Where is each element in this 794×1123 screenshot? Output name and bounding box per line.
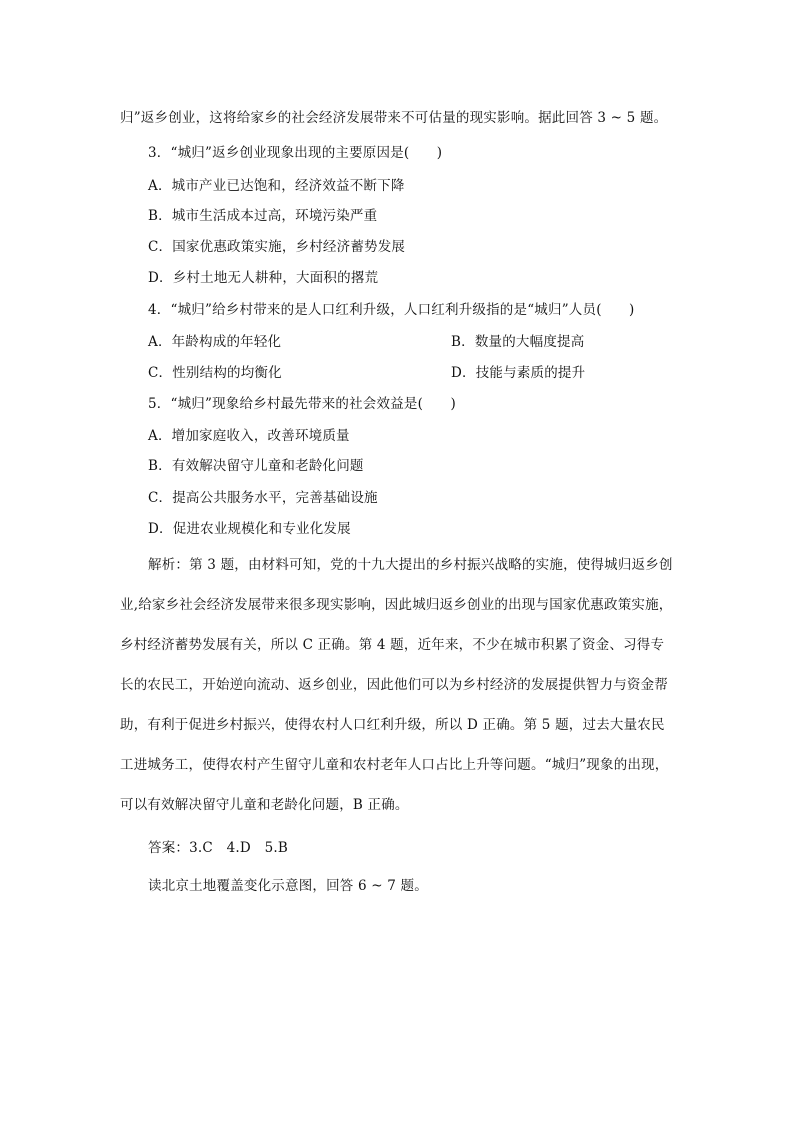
question-5-option-a: A．增加家庭收入，改善环境质量	[148, 428, 350, 444]
question-3-option-a: A．城市产业已达饱和，经济效益不断下降	[148, 178, 405, 194]
question-5-option-b: B．有效解决留守儿童和老龄化问题	[148, 458, 364, 474]
question-3-option-c: C．国家优惠政策实施，乡村经济蓄势发展	[148, 239, 406, 255]
question-3-stem: 3．“城归”返乡创业现象出现的主要原因是( )	[148, 145, 443, 161]
question-5-option-c: C．提高公共服务水平，完善基础设施	[148, 490, 378, 506]
question-5-option-d: D．促进农业规模化和专业化发展	[148, 521, 351, 537]
intro-tail-text: 归”返乡创业，这将给家乡的社会经济发展带来不可估量的现实影响。据此回答 3 ~ 5 题。	[120, 110, 668, 126]
analysis-line: 助，有利于促进乡村振兴，使得农村人口红利升级，所以 D 正确。第 5 题，过去大量农民	[120, 717, 665, 733]
next-section-intro: 读北京土地覆盖变化示意图，回答 6 ~ 7 题。	[148, 878, 428, 894]
question-5-stem: 5．“城归”现象给乡村最先带来的社会效益是( )	[148, 396, 456, 412]
analysis-line: 解析：第 3 题，由材料可知，党的十九大提出的乡村振兴战略的实施，使得城归返乡创	[148, 557, 673, 573]
question-4-stem: 4．“城归”给乡村带来的是人口红利升级，人口红利升级指的是“城归”人员( )	[148, 302, 635, 318]
analysis-line: 乡村经济蓄势发展有关，所以 C 正确。第 4 题，近年来，不少在城市积累了资金、习得专	[120, 637, 665, 653]
analysis-line: 业,给家乡社会经济发展带来很多现实影响，因此城归返乡创业的出现与国家优惠政策实施，	[120, 597, 673, 613]
question-4-option-b: B．数量的大幅度提高	[451, 334, 585, 350]
analysis-line: 可以有效解决留守儿童和老龄化问题，B 正确。	[120, 797, 409, 813]
answer-text: 答案：3.C 4.D 5.B	[148, 840, 289, 856]
question-3-option-b: B．城市生活成本过高，环境污染严重	[148, 208, 378, 224]
question-4-option-d: D．技能与素质的提升	[451, 365, 586, 381]
analysis-line: 长的农民工，开始逆向流动、返乡创业，因此他们可以为乡村经济的发展提供智力与资金帮	[120, 677, 668, 693]
question-3-option-d: D．乡村土地无人耕种，大面积的撂荒	[148, 270, 379, 286]
question-4-option-c: C．性别结构的均衡化	[148, 365, 282, 381]
question-4-option-a: A．年龄构成的年轻化	[148, 334, 282, 350]
analysis-line: 工进城务工，使得农村产生留守儿童和农村老年人口占比上升等问题。“城归”现象的出现，	[120, 757, 669, 773]
